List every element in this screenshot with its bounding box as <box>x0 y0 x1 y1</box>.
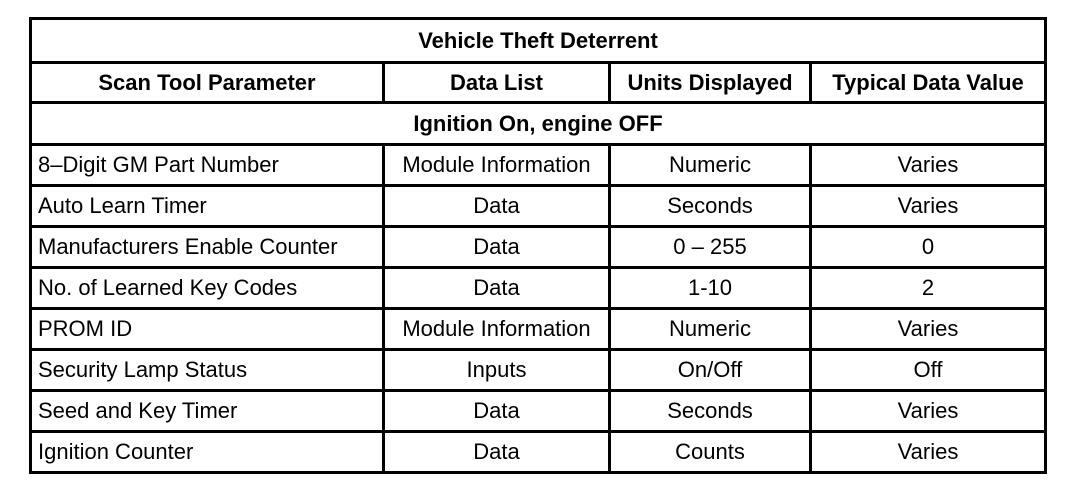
parameter-cell: 8–Digit GM Part Number <box>31 145 384 186</box>
units-cell: Seconds <box>610 186 811 227</box>
parameter-cell: Ignition Counter <box>31 432 384 473</box>
units-cell: Counts <box>610 432 811 473</box>
table-row <box>31 309 1046 350</box>
section-heading: Ignition On, engine OFF <box>31 103 1046 145</box>
data-list-cell: Data <box>384 432 610 473</box>
table-row <box>31 186 1046 227</box>
section-row <box>31 103 1046 145</box>
table-row <box>31 350 1046 391</box>
typical-value-cell: Off <box>811 350 1046 391</box>
parameter-cell: No. of Learned Key Codes <box>31 268 384 309</box>
parameter-cell: PROM ID <box>31 309 384 350</box>
units-cell: 1-10 <box>610 268 811 309</box>
parameter-cell: Manufacturers Enable Counter <box>31 227 384 268</box>
table-row <box>31 432 1046 473</box>
typical-value-cell: Varies <box>811 145 1046 186</box>
table-row <box>31 227 1046 268</box>
parameter-cell: Security Lamp Status <box>31 350 384 391</box>
data-list-cell: Inputs <box>384 350 610 391</box>
table-row <box>31 391 1046 432</box>
parameter-cell: Auto Learn Timer <box>31 186 384 227</box>
typical-value-cell: 0 <box>811 227 1046 268</box>
typical-value-cell: Varies <box>811 309 1046 350</box>
column-header-data-list: Data List <box>384 63 610 103</box>
data-list-cell: Data <box>384 391 610 432</box>
units-cell: 0 – 255 <box>610 227 811 268</box>
units-cell: Seconds <box>610 391 811 432</box>
typical-value-cell: Varies <box>811 186 1046 227</box>
data-list-cell: Data <box>384 227 610 268</box>
typical-value-cell: Varies <box>811 432 1046 473</box>
typical-value-cell: 2 <box>811 268 1046 309</box>
table-row <box>31 145 1046 186</box>
units-cell: Numeric <box>610 145 811 186</box>
units-cell: On/Off <box>610 350 811 391</box>
table-row <box>31 268 1046 309</box>
data-list-cell: Module Information <box>384 145 610 186</box>
column-header-units-displayed: Units Displayed <box>610 63 811 103</box>
table-title-row <box>31 19 1046 63</box>
typical-value-cell: Varies <box>811 391 1046 432</box>
table-title: Vehicle Theft Deterrent <box>31 19 1046 63</box>
data-list-cell: Data <box>384 268 610 309</box>
units-cell: Numeric <box>610 309 811 350</box>
parameter-cell: Seed and Key Timer <box>31 391 384 432</box>
column-header-scan-tool-parameter: Scan Tool Parameter <box>31 63 384 103</box>
vehicle-theft-deterrent-table <box>29 17 1047 474</box>
column-header-typical-data-value: Typical Data Value <box>811 63 1046 103</box>
data-list-cell: Data <box>384 186 610 227</box>
data-list-cell: Module Information <box>384 309 610 350</box>
table-header-row <box>31 63 1046 103</box>
